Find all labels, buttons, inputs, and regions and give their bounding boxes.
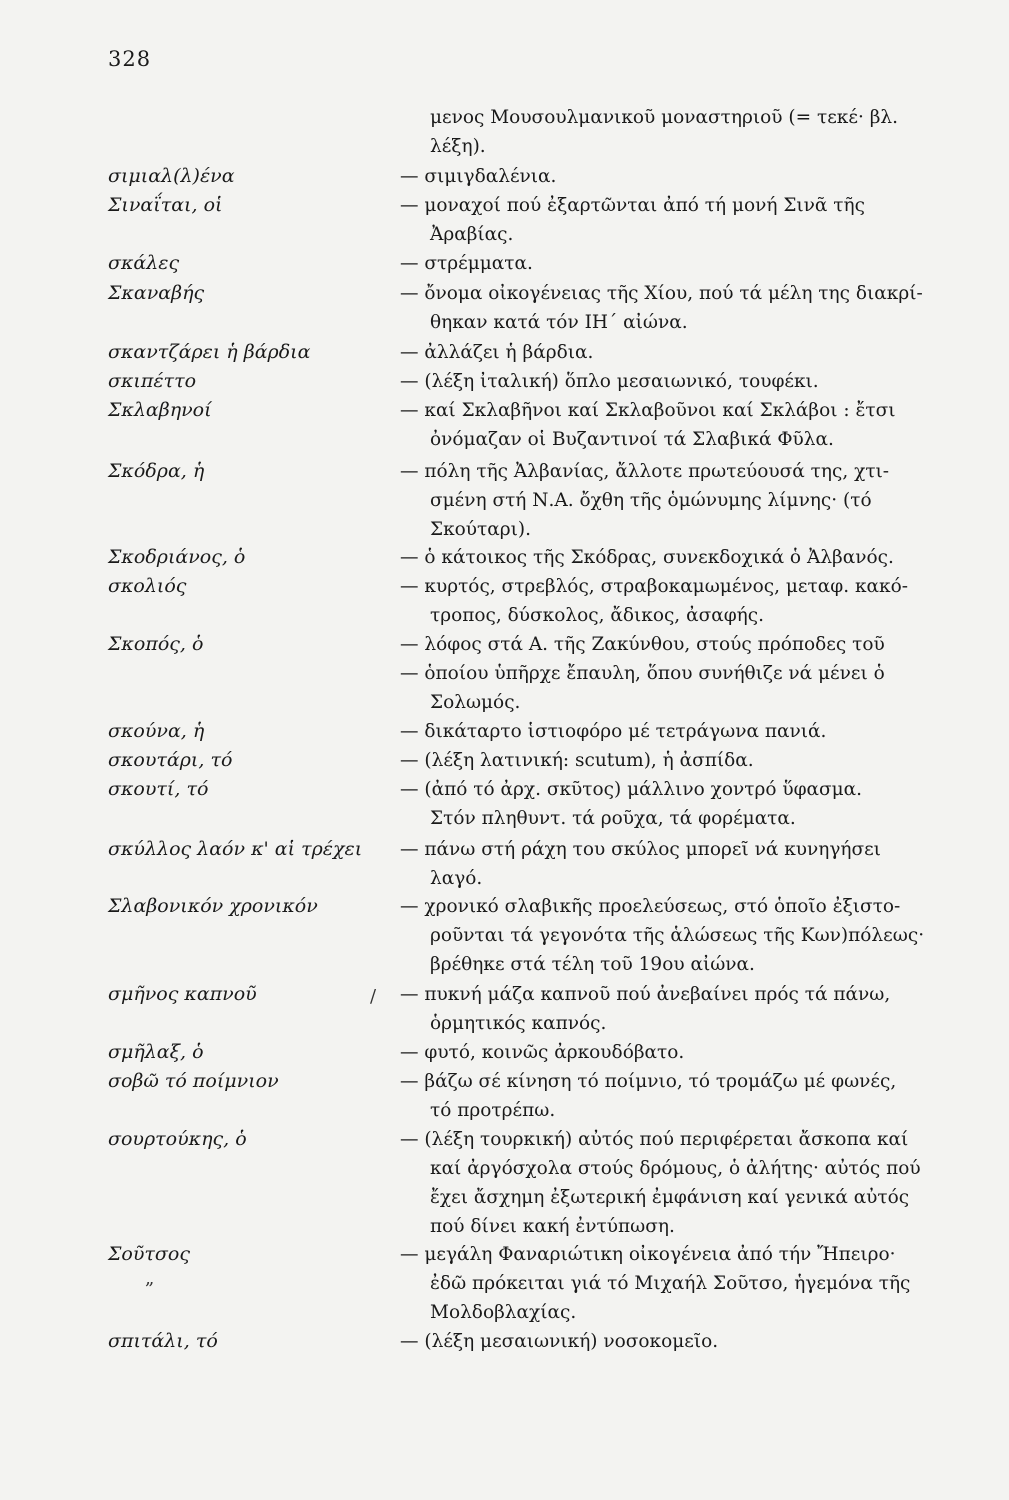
glossary-definition (400, 980, 960, 1038)
glossary-term: Σκοδριάνος, ὁ (108, 546, 246, 568)
definition-line: ὀνόμαζαν οἱ Βυζαντινοί τά Σλαβικά Φῦλα. (430, 429, 834, 450)
definition-line: ἐδῶ πρόκειται γιά τό Μιχαήλ Σοῦτσο, ἡγεμόνα τῆς (430, 1273, 911, 1294)
glossary-definition (400, 543, 960, 572)
glossary-term: Σιναΐται, οἱ (108, 194, 223, 216)
glossary-definition (400, 630, 960, 717)
glossary-term: Σλαβονικόν χρονικόν (108, 895, 318, 917)
definition-line: τό προτρέπω. (430, 1100, 556, 1121)
definition-line: — (λέξη τουρκική) αὐτός πού περιφέρεται ἄσκοπα καί (400, 1129, 909, 1150)
glossary-term: Σοῦτσος (108, 1243, 190, 1265)
glossary-definition (400, 835, 960, 893)
glossary-term: σοβῶ τό ποίμνιον (108, 1070, 279, 1092)
definition-line: — ὄνομα οἰκογένειας τῆς Χίου, πού τά μέλη της διακρί- (400, 283, 923, 304)
definition-line: Σολωμός. (430, 692, 521, 713)
definition-line: λέξη). (430, 136, 486, 157)
glossary-term: σκολιός (108, 575, 187, 597)
definition-line: — στρέμματα. (400, 253, 533, 274)
glossary-definition (400, 249, 960, 278)
glossary-term: σκαντζάρει ἡ βάρδια (108, 341, 311, 363)
glossary-definition (400, 892, 960, 979)
definition-line: ροῦνται τά γεγονότα τῆς ἁλώσεως τῆς Κων)πόλεως· (430, 925, 925, 946)
glossary-term: σκουτί, τό (108, 778, 209, 800)
glossary-definition (400, 1125, 960, 1241)
glossary-definition (400, 457, 960, 544)
glossary-definition (400, 1327, 960, 1356)
glossary-definition (400, 162, 960, 191)
definition-line: ἔχει ἄσχημη ἐξωτερική ἐμφάνιση καί γενικά αὐτός (430, 1187, 910, 1208)
glossary-term: Σκοπός, ὁ (108, 633, 204, 655)
glossary-definition (400, 775, 960, 833)
glossary-term: Σκαναβής (108, 282, 205, 304)
definition-line: — (λέξη λατινική: scutum), ἡ ἀσπίδα. (400, 750, 754, 771)
definition-line: — (λέξη μεσαιωνική) νοσοκομεῖο. (400, 1331, 719, 1352)
definition-line: — ὁ κάτοικος τῆς Σκόδρας, συνεκδοχικά ὁ Ἀλβανός. (400, 547, 894, 568)
glossary-term: σκύλλος λαόν κ' αἱ τρέχει (108, 838, 363, 860)
glossary-definition (400, 396, 960, 454)
glossary-term: σιμιαλ(λ)ένα (108, 165, 235, 187)
glossary-definition (400, 1038, 960, 1067)
glossary-definition (400, 191, 960, 249)
glossary-term: σκιπέττο (108, 370, 197, 392)
glossary-term: σκάλες (108, 252, 180, 274)
definition-line: — βάζω σέ κίνηση τό ποίμνιο, τό τρομάζω μέ φωνές, (400, 1071, 897, 1092)
glossary-term: σουρτούκης, ὁ (108, 1128, 247, 1150)
glossary-term: Σκόδρα, ἡ (108, 460, 205, 482)
definition-line: — πάνω στή ράχη του σκύλος μπορεῖ νά κυνηγήσει (400, 839, 881, 860)
definition-line: — κυρτός, στρεβλός, στραβοκαμωμένος, μεταφ. κακό- (400, 576, 908, 597)
glossary-definition (400, 746, 960, 775)
definition-line: — δικάταρτο ἱστιοφόρο μέ τετράγωνα πανιά. (400, 721, 827, 742)
definition-line: — (λέξη ἰταλική) ὅπλο μεσαιωνικό, τουφέκι. (400, 371, 819, 392)
definition-line: ὁρμητικός καπνός. (430, 1013, 607, 1034)
definition-line: θηκαν κατά τόν ΙΗ΄ αἰώνα. (430, 312, 688, 333)
definition-line: — καί Σκλαβῆνοι καί Σκλαβοῦνοι καί Σκλάβοι : ἔτσι (400, 400, 896, 421)
definition-line: μενος Μουσουλμανικοῦ μοναστηριοῦ (= τεκέ· βλ. (430, 107, 899, 128)
glossary-term: σκουτάρι, τό (108, 749, 233, 771)
glossary-definition (400, 572, 960, 630)
stray-mark: / (370, 986, 377, 1007)
definition-line: — μεγάλη Φαναριώτικη οἰκογένεια ἀπό τήν Ἤπειρο· (400, 1244, 896, 1265)
definition-line: Μολδοβλαχίας. (430, 1302, 577, 1323)
glossary-term: Σκλαβηνοί (108, 399, 212, 421)
definition-line: — φυτό, κοινῶς ἀρκουδόβατο. (400, 1042, 685, 1063)
glossary-definition (400, 338, 960, 367)
stray-mark: „ (145, 1268, 155, 1289)
glossary-definition (400, 717, 960, 746)
definition-line: Στόν πληθυντ. τά ροῦχα, τά φορέματα. (430, 808, 796, 829)
glossary-term: σμῆλαξ, ὁ (108, 1041, 204, 1063)
definition-line: — λόφος στά Α. τῆς Ζακύνθου, στούς πρόποδες τοῦ (400, 634, 885, 655)
definition-line: Ἀραβίας. (430, 224, 514, 245)
definition-line: — σιμιγδαλένια. (400, 166, 557, 187)
definition-line: — πυκνή μάζα καπνοῦ πού ἀνεβαίνει πρός τά πάνω, (400, 984, 891, 1005)
glossary-definition (400, 1240, 960, 1327)
definition-line: — χρονικό σλαβικῆς προελεύσεως, στό ὁποῖο ἐξιστο- (400, 896, 901, 917)
definition-line: σμένη στή Ν.Α. ὄχθη τῆς ὁμώνυμης λίμνης· (τό (430, 490, 872, 511)
glossary-definition (400, 1067, 960, 1125)
glossary-term: σπιτάλι, τό (108, 1330, 218, 1352)
continuation-definition (400, 103, 960, 161)
definition-line: βρέθηκε στά τέλη τοῦ 19ου αἰώνα. (430, 954, 755, 975)
definition-line: — ἀλλάζει ἡ βάρδια. (400, 342, 594, 363)
definition-line: — μοναχοί πού ἐξαρτῶνται ἀπό τή μονή Σινᾶ τῆς (400, 195, 865, 216)
definition-line: τροπος, δύσκολος, ἄδικος, ἀσαφής. (430, 605, 764, 626)
definition-line: πού δίνει κακή ἐντύπωση. (430, 1216, 675, 1237)
definition-line: — πόλη τῆς Ἀλβανίας, ἄλλοτε πρωτεύουσά της, χτι- (400, 461, 890, 482)
definition-line: Σκούταρι). (430, 519, 531, 540)
glossary-definition (400, 367, 960, 396)
glossary-definition (400, 279, 960, 337)
definition-line: λαγό. (430, 868, 483, 889)
definition-line: — (ἀπό τό ἀρχ. σκῦτος) μάλλινο χοντρό ὕφασμα. (400, 779, 863, 800)
glossary-term: σκούνα, ἡ (108, 720, 205, 742)
definition-line: — ὁποίου ὑπῆρχε ἔπαυλη, ὅπου συνήθιζε νά μένει ὁ (400, 663, 885, 684)
definition-line: καί ἀργόσχολα στούς δρόμους, ὁ ἀλήτης· αὐτός πού (430, 1158, 921, 1179)
glossary-term: σμῆνος καπνοῦ (108, 983, 257, 1005)
page-number: 328 (108, 47, 152, 71)
